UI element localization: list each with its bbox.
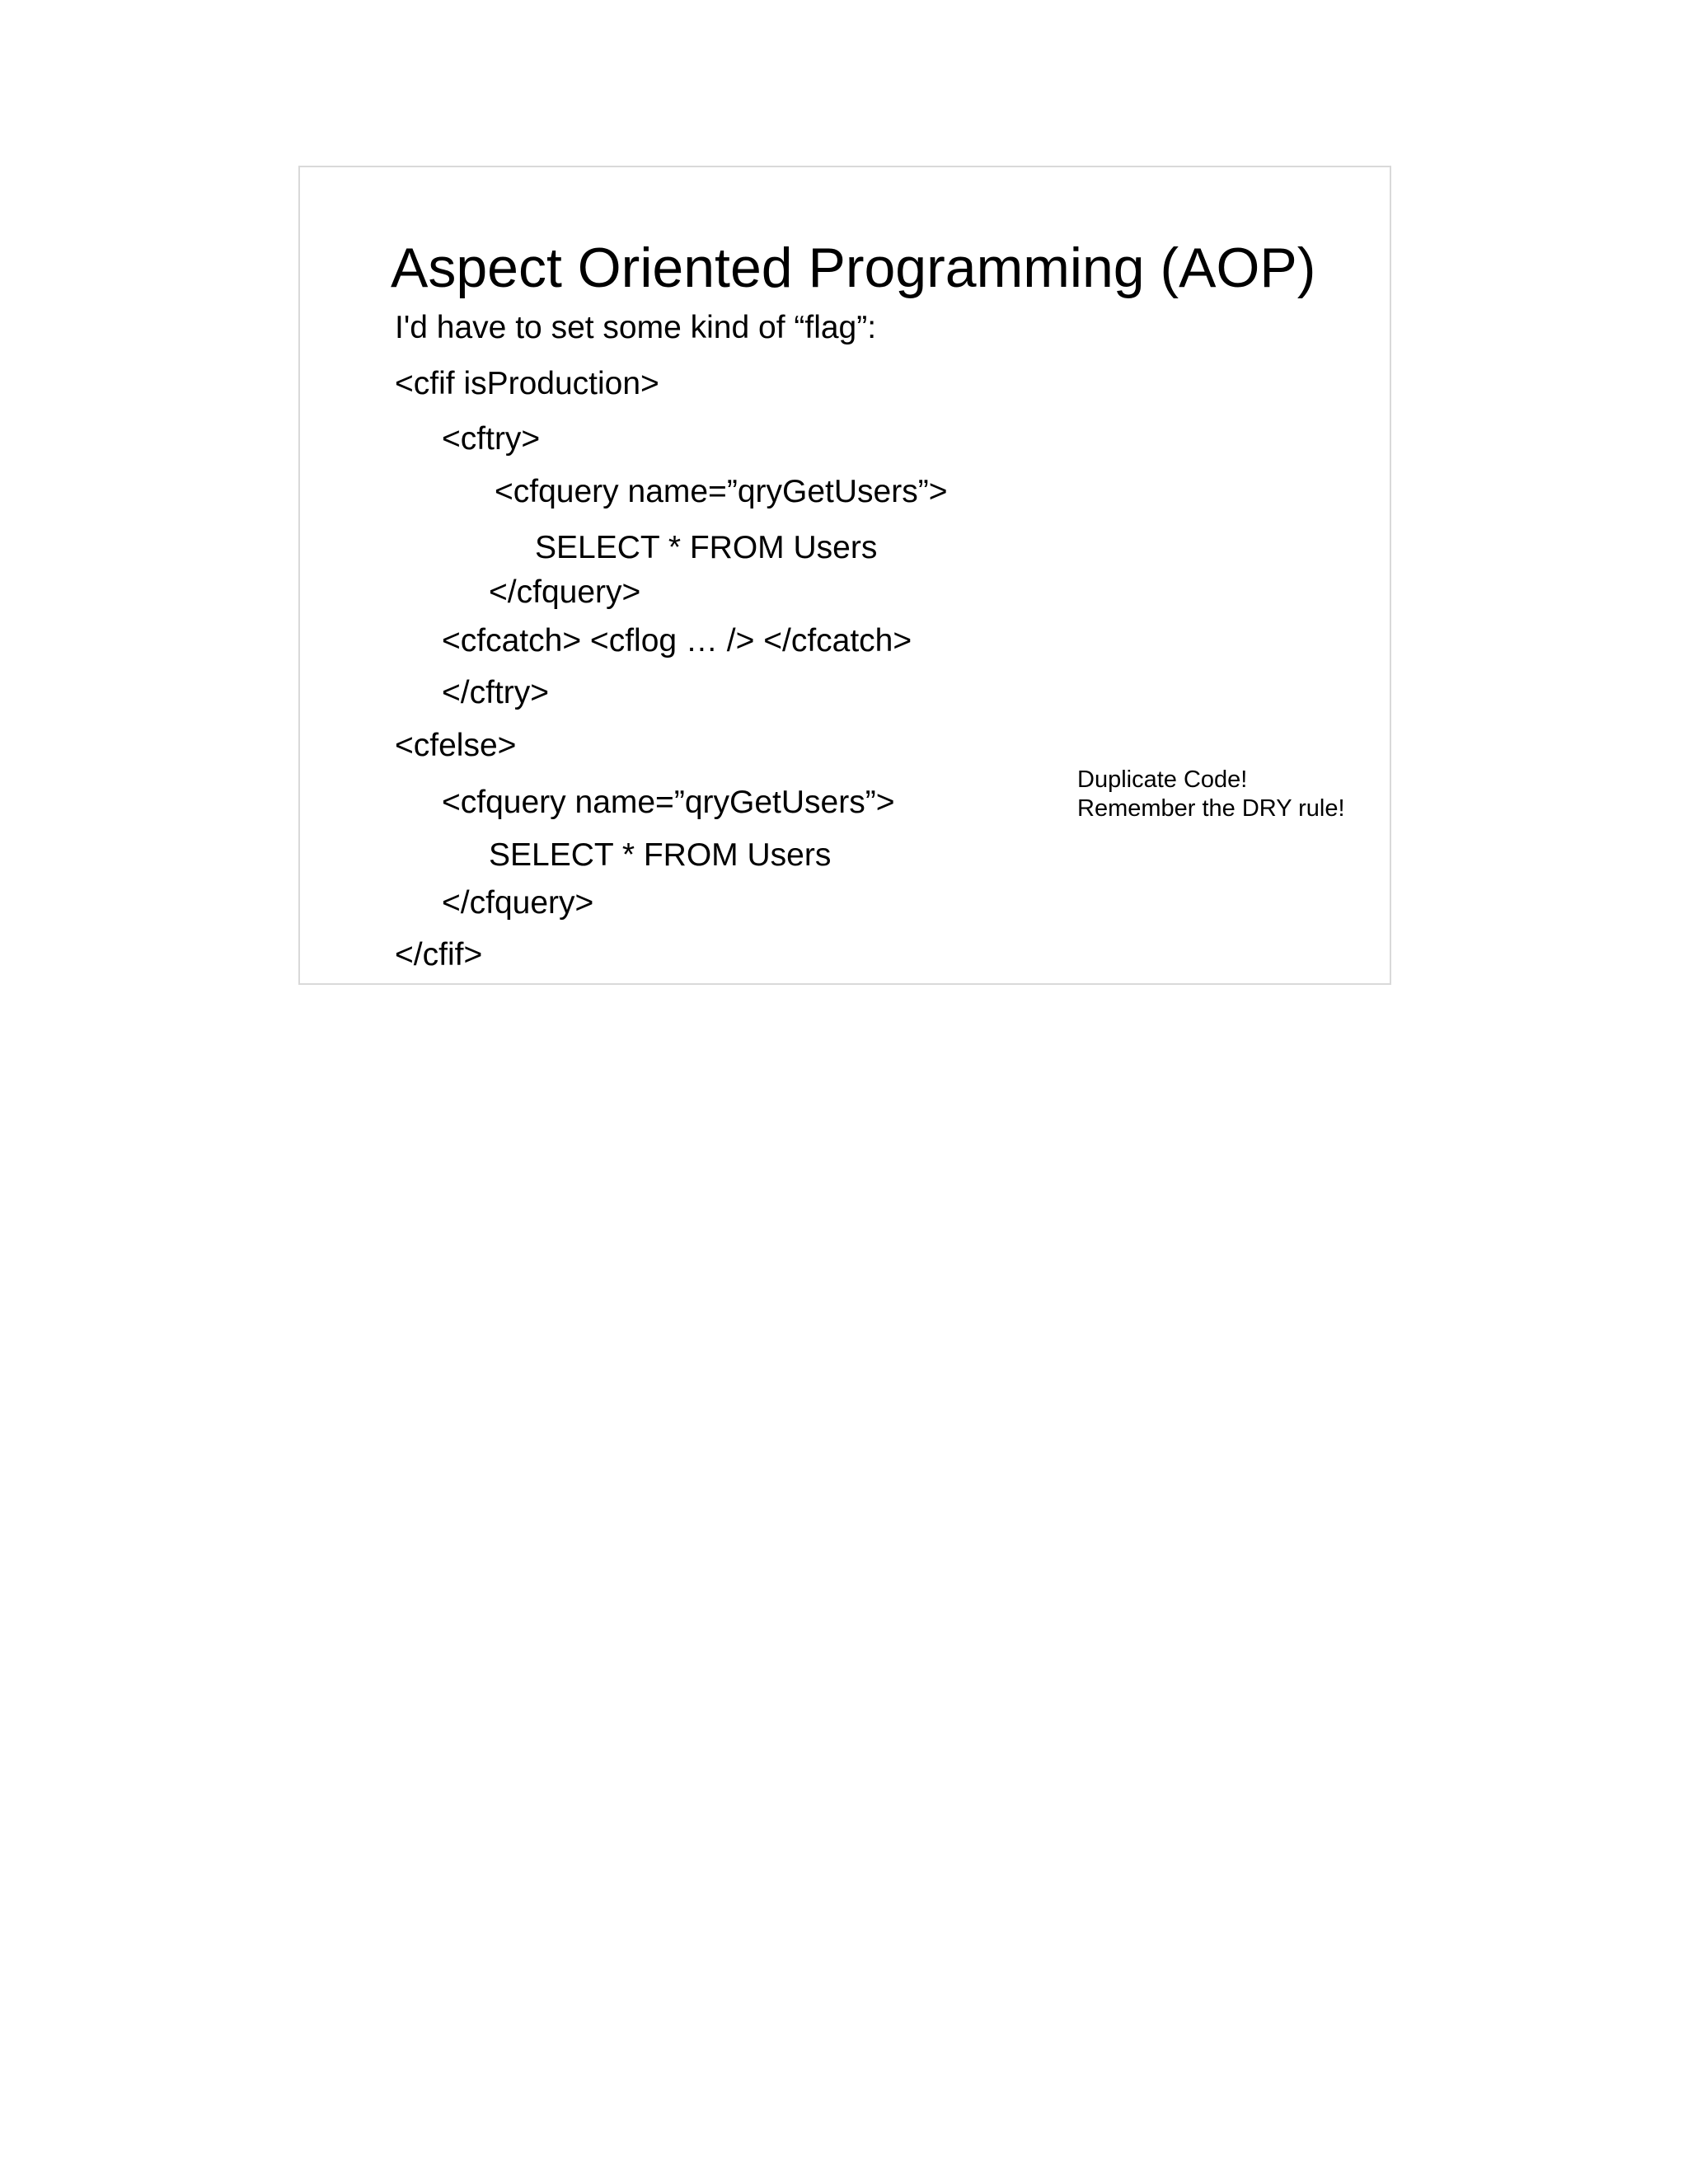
code-line: <cfif isProduction> <box>395 366 659 401</box>
duplicate-code-note <box>1077 766 1345 823</box>
code-line: SELECT * FROM Users <box>535 530 878 565</box>
code-line: </cftry> <box>442 675 550 710</box>
note-line-2: Remember the DRY rule! <box>1077 795 1345 822</box>
code-line: <cfelse> <box>395 728 517 763</box>
code-line: SELECT * FROM Users <box>489 837 832 873</box>
code-line: </cfquery> <box>442 885 594 921</box>
code-line: <cfquery name=”qryGetUsers”> <box>495 474 948 509</box>
code-line: <cfquery name=”qryGetUsers”> <box>442 785 895 820</box>
code-line: </cfquery> <box>489 574 641 610</box>
code-line: </cfif> <box>395 937 483 972</box>
code-line: <cfcatch> <cflog … /> </cfcatch> <box>442 623 912 658</box>
slide <box>298 166 1391 985</box>
slide-title: Aspect Oriented Programming (AOP) <box>391 237 1316 299</box>
code-line: <cftry> <box>442 421 541 457</box>
note-line-1: Duplicate Code! <box>1077 766 1248 793</box>
intro-text: I'd have to set some kind of “flag”: <box>395 310 877 345</box>
